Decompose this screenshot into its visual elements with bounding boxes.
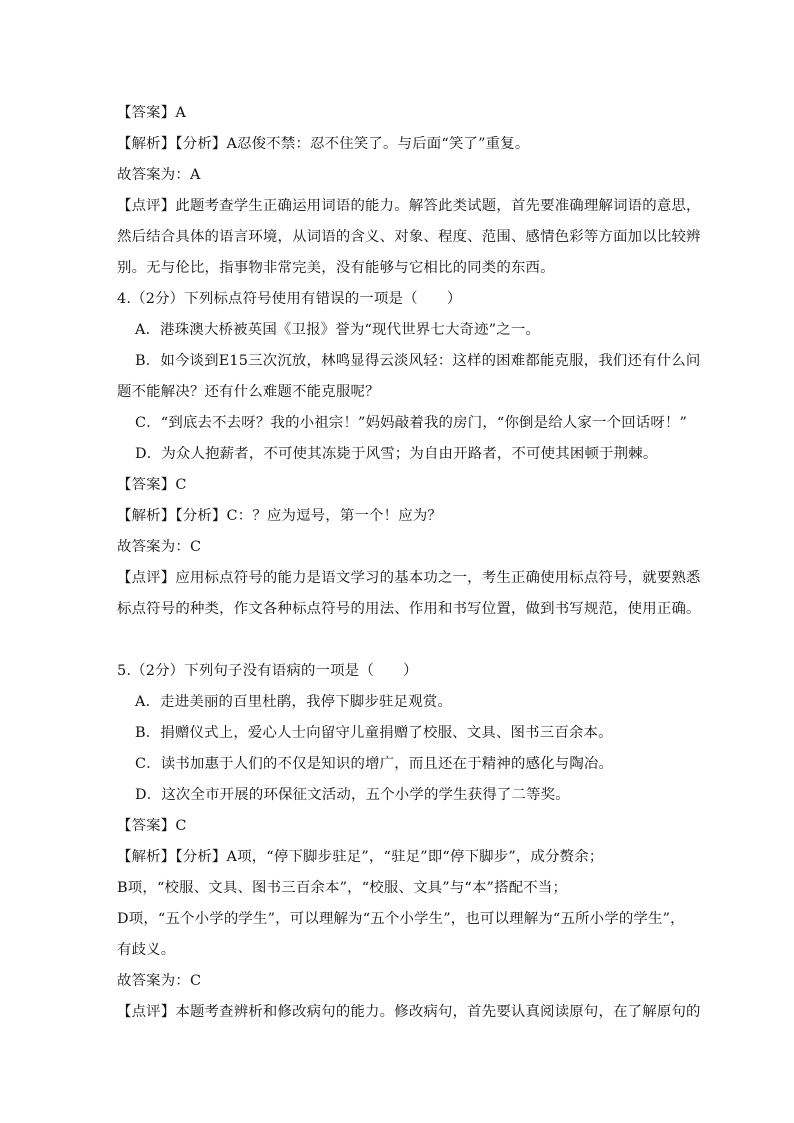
q5-analysis-line-4: 有歧义。 — [117, 942, 176, 958]
q5-option-c: C．读书加惠于人们的不仅是知识的增广，而且还在于精神的感化与陶冶。 — [135, 756, 614, 772]
q5-analysis-line-1: 【解析】【分析】A项，“停下脚步驻足”，“驻足”即“停下脚步”，成分赘余； — [117, 849, 604, 865]
q3-conclusion: 故答案为：A — [117, 167, 201, 183]
q3-answer: 【答案】A — [117, 105, 186, 121]
q3-comment-line-1: 【点评】此题考查学生正确运用词语的能力。解答此类试题，首先要准确理解词语的意思， — [117, 198, 701, 214]
q5-option-a: A．走进美丽的百里杜鹃，我停下脚步驻足观赏。 — [135, 694, 452, 710]
q3-comment-line-3: 别。无与伦比，指事物非常完美，没有能够与它相比的同类的东西。 — [117, 260, 555, 276]
q4-option-a: A．港珠澳大桥被英国《卫报》誉为“现代世界七大奇迹”之一。 — [135, 322, 541, 338]
q3-analysis: 【解析】【分析】A忍俊不禁：忍不住笑了。与后面“笑了”重复。 — [117, 136, 530, 152]
q4-comment-line-1: 【点评】应用标点符号的能力是语文学习的基本功之一，考生正确使用标点符号，就要熟悉 — [117, 570, 701, 586]
q4-option-b-line-1: B．如今谈到E15三次沉放，林鸣显得云淡风轻：这样的困难都能克服，我们还有什么问 — [135, 353, 701, 369]
q5-stem: 5.（2分）下列句子没有语病的一项是（ ） — [117, 663, 418, 679]
q5-answer: 【答案】C — [117, 818, 187, 834]
q5-comment-line-1: 【点评】本题考查辨析和修改病句的能力。修改病句，首先要认真阅读原句，在了解原句的 — [117, 1004, 701, 1020]
q4-conclusion: 故答案为：C — [117, 539, 202, 555]
q4-comment-line-2: 标点符号的种类，作文各种标点符号的用法、作用和书写位置，做到书写规范，使用正确。 — [117, 601, 701, 617]
q4-answer: 【答案】C — [117, 477, 187, 493]
q4-analysis: 【解析】【分析】C：？应为逗号，第一个！应为？ — [117, 508, 443, 524]
q3-comment-line-2: 然后结合具体的语言环境，从词语的含义、对象、程度、范围、感情色彩等方面加以比较辨 — [117, 229, 701, 245]
q5-analysis-line-2: B项，“校服、文具、图书三百余本”，“校服、文具”与“本”搭配不当； — [117, 880, 568, 896]
q4-option-d: D．为众人抱薪者，不可使其冻毙于风雪；为自由开路者，不可使其困顿于荆棘。 — [135, 446, 658, 462]
q5-option-d: D．这次全市开展的环保征文活动，五个小学的学生获得了二等奖。 — [135, 787, 570, 803]
q5-conclusion: 故答案为：C — [117, 973, 202, 989]
q4-stem: 4.（2分）下列标点符号使用有错误的一项是（ ） — [117, 291, 462, 307]
q4-option-c: C．“到底去不去呀？我的小祖宗！”妈妈敲着我的房门，“你倒是给人家一个回话呀！” — [135, 415, 688, 431]
q5-analysis-line-3: D项，“五个小学的学生”，可以理解为“五个小学生”，也可以理解为“五所小学的学生”， — [117, 911, 685, 927]
q4-option-b-line-2: 题不能解决？还有什么难题不能克服呢？ — [117, 384, 380, 400]
q5-option-b: B．捐赠仪式上，爱心人士向留守儿童捐赠了校服、文具、图书三百余本。 — [135, 725, 613, 741]
